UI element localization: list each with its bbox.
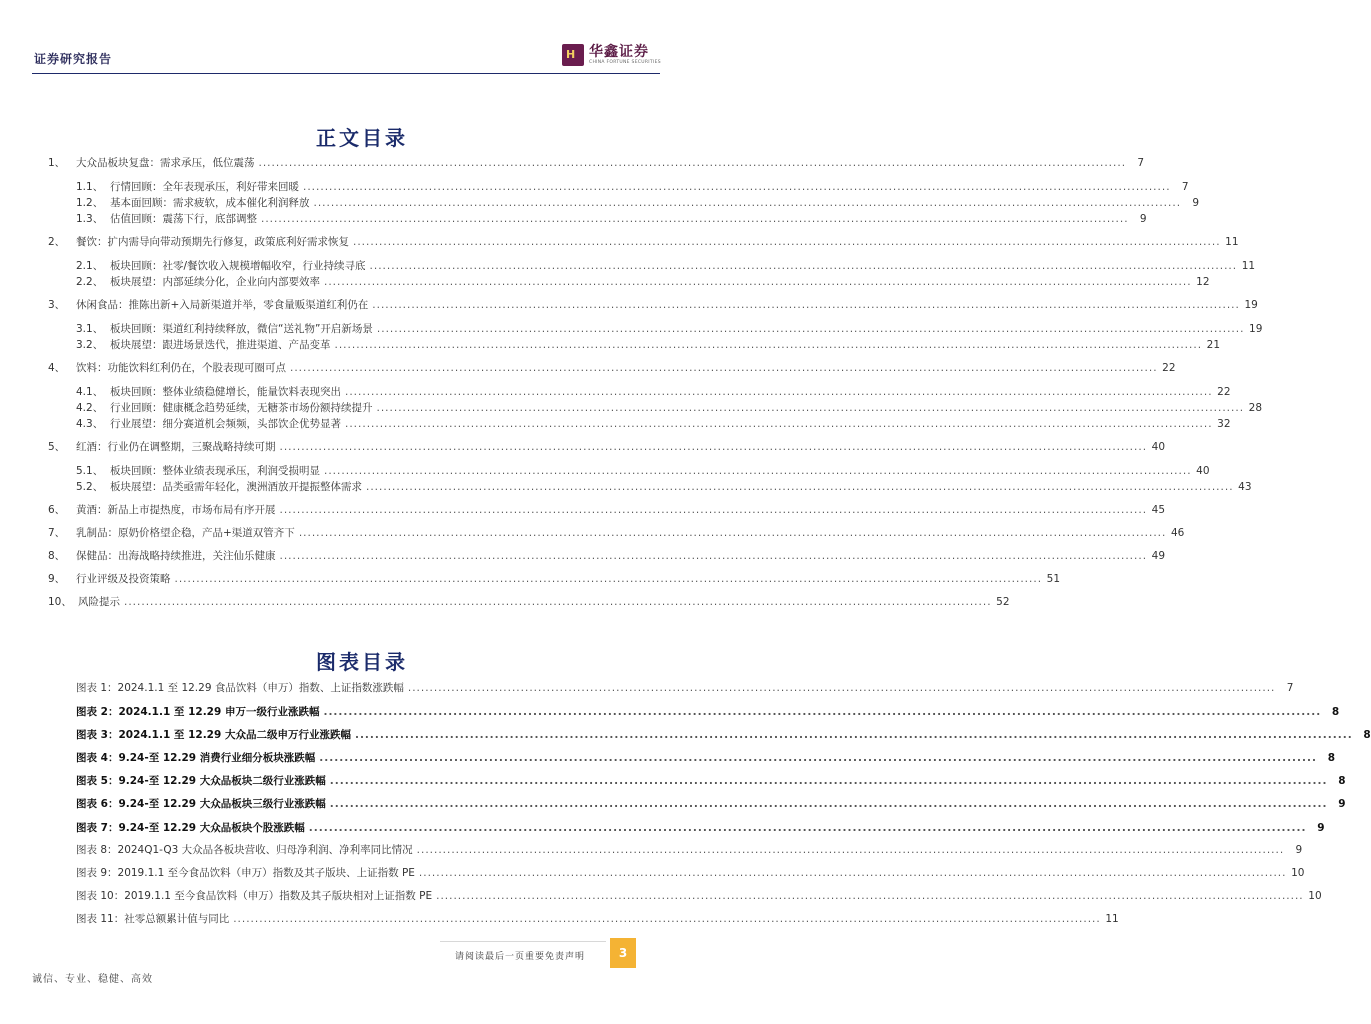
figure-leader-dots: ........................................................................................................................................................................................................: [354, 729, 1353, 741]
figure-item[interactable]: [76, 888, 1322, 904]
toc-item-text: 餐饮：扩内需导向带动预期先行修复，政策底利好需求恢复: [76, 236, 349, 248]
toc-leader-dots: ........................................................................................................................................................................................................: [369, 260, 1238, 272]
toc-leader-dots: ........................................................................................................................................................................................................: [124, 596, 992, 608]
toc-item-number: 1.2、: [76, 197, 104, 209]
toc-item-page: 7: [1137, 157, 1145, 169]
figure-leader-dots: ........................................................................................................................................................................................................: [418, 867, 1287, 879]
figure-item[interactable]: [76, 750, 1336, 766]
toc-leader-dots: ........................................................................................................................................................................................................: [258, 157, 1127, 169]
toc-item[interactable]: [48, 360, 1176, 376]
figure-item-text: 图表 3：2024.1.1 至 12.29 大众品二级申万行业涨跌幅: [76, 729, 351, 741]
toc-item[interactable]: [76, 384, 1231, 400]
header-divider: [32, 73, 660, 74]
figure-item-text: 图表 9：2019.1.1 至今食品饮料（申万）指数及其子版块、上证指数 PE: [76, 867, 415, 879]
toc-item-page: 22: [1162, 362, 1176, 374]
figure-item-text: 图表 1：2024.1.1 至 12.29 食品饮料（申万）指数、上证指数涨跌幅: [76, 682, 404, 694]
figure-item-page: 8: [1331, 706, 1340, 718]
toc-item[interactable]: [76, 463, 1210, 479]
figure-item-page: 11: [1105, 913, 1119, 925]
toc-item[interactable]: [48, 548, 1166, 564]
toc-leader-dots: ........................................................................................................................................................................................................: [353, 236, 1221, 248]
figure-item-text: 图表 8：2024Q1-Q3 大众品各板块营收、归母净利润、净利率同比情况: [76, 844, 413, 856]
figure-item-page: 8: [1327, 752, 1336, 764]
toc-leader-dots: ........................................................................................................................................................................................................: [334, 339, 1203, 351]
toc-item-text: 饮料：功能饮料红利仍在，个股表现可圈可点: [76, 362, 286, 374]
toc-item-number: 4.3、: [76, 418, 104, 430]
toc-item-page: 32: [1217, 418, 1231, 430]
toc-item-text: 行业展望：细分赛道机会频频，头部饮企优势显著: [110, 418, 341, 430]
toc-item[interactable]: [48, 594, 1010, 610]
toc-item-text: 板块展望：内部延续分化，企业向内部要效率: [110, 276, 320, 288]
toc-leader-dots: ........................................................................................................................................................................................................: [313, 197, 1182, 209]
figure-item[interactable]: [76, 773, 1346, 789]
toc-item-number: 3.2、: [76, 339, 104, 351]
figure-item-page: 10: [1291, 867, 1305, 879]
toc-leader-dots: ........................................................................................................................................................................................................: [324, 276, 1192, 288]
toc-item-page: 49: [1151, 550, 1166, 562]
figure-item[interactable]: [76, 727, 1371, 743]
toc-item-page: 19: [1249, 323, 1263, 335]
toc-item-text: 板块回顾：整体业绩稳健增长，能量饮料表现突出: [110, 386, 341, 398]
toc-item-text: 风险提示: [78, 596, 120, 608]
figure-item-text: 图表 5：9.24-至 12.29 大众品板块二级行业涨跌幅: [76, 775, 326, 787]
toc-item[interactable]: [48, 525, 1185, 541]
figure-item[interactable]: [76, 842, 1303, 858]
toc-item-text: 行业回顾：健康概念趋势延续，无糖茶市场份额持续提升: [110, 402, 373, 414]
toc-item[interactable]: [48, 297, 1258, 313]
toc-item[interactable]: [76, 179, 1189, 195]
toc-leader-dots: ........................................................................................................................................................................................................: [324, 465, 1192, 477]
toc-leader-dots: ........................................................................................................................................................................................................: [345, 386, 1213, 398]
toc-item-page: 9: [1139, 213, 1147, 225]
toc-leader-dots: ........................................................................................................................................................................................................: [372, 299, 1240, 311]
toc-item-page: 19: [1244, 299, 1258, 311]
toc-item-page: 12: [1196, 276, 1210, 288]
toc-item[interactable]: [48, 571, 1061, 587]
figure-item-page: 10: [1308, 890, 1322, 902]
figure-item-text: 图表 11：社零总额累计值与同比: [76, 913, 230, 925]
toc-item[interactable]: [76, 195, 1200, 211]
figure-item[interactable]: [76, 704, 1340, 720]
toc-item-page: 52: [996, 596, 1010, 608]
toc-item-page: 11: [1241, 260, 1256, 272]
figure-item[interactable]: [76, 680, 1294, 696]
logo-chinese-name: 华鑫证券: [589, 44, 649, 60]
toc-item-text: 板块回顾：整体业绩表现承压，利润受损明显: [110, 465, 320, 477]
toc-item-number: 7、: [48, 527, 66, 539]
toc-item[interactable]: [76, 416, 1231, 432]
logo-english-name: CHINA FORTUNE SECURITIES: [589, 60, 661, 65]
toc-item-number: 9、: [48, 573, 66, 585]
toc-item-number: 2、: [48, 236, 66, 248]
figure-item-text: 图表 6：9.24-至 12.29 大众品板块三级行业涨跌幅: [76, 798, 326, 810]
figure-leader-dots: ........................................................................................................................................................................................................: [308, 822, 1307, 834]
toc-leader-dots: ........................................................................................................................................................................................................: [261, 213, 1129, 225]
toc-item-number: 5、: [48, 441, 66, 453]
toc-leader-dots: ........................................................................................................................................................................................................: [279, 504, 1148, 516]
figure-item-text: 图表 2：2024.1.1 至 12.29 申万一级行业涨跌幅: [76, 706, 320, 718]
figure-item-page: 7: [1286, 682, 1294, 694]
figure-item-page: 9: [1317, 822, 1325, 834]
toc-item[interactable]: [76, 274, 1210, 290]
toc-item-text: 行情回顾：全年表现承压，利好带来回暖: [110, 181, 299, 193]
toc-item-number: 8、: [48, 550, 66, 562]
toc-item-page: 21: [1206, 339, 1221, 351]
toc-item-page: 7: [1181, 181, 1189, 193]
toc-item[interactable]: [48, 155, 1145, 171]
toc-item-number: 2.1、: [76, 260, 104, 272]
toc-item-text: 黄酒：新品上市提热度，市场布局有序开展: [76, 504, 276, 516]
toc-item[interactable]: [76, 337, 1221, 353]
toc-item-text: 板块回顾：渠道红利持续释放，微信“送礼物”开启新场景: [110, 323, 373, 335]
figure-leader-dots: ........................................................................................................................................................................................................: [329, 775, 1328, 787]
logo-mark-icon: H: [562, 44, 584, 66]
toc-item-number: 4.1、: [76, 386, 104, 398]
toc-item-text: 板块回顾：社零/餐饮收入规模增幅收窄，行业持续寻底: [110, 260, 366, 272]
toc-item-number: 5.2、: [76, 481, 104, 493]
figure-item[interactable]: [76, 865, 1305, 881]
figure-leader-dots: ........................................................................................................................................................................................................: [323, 706, 1322, 718]
figure-leader-dots: ........................................................................................................................................................................................................: [233, 913, 1101, 925]
toc-item-number: 4.2、: [76, 402, 104, 414]
toc-item[interactable]: [76, 479, 1252, 495]
company-logo: [562, 44, 661, 66]
toc-item-number: 3.1、: [76, 323, 104, 335]
toc-item-number: 2.2、: [76, 276, 104, 288]
toc-leader-dots: ........................................................................................................................................................................................................: [376, 323, 1245, 335]
toc-item-page: 43: [1238, 481, 1252, 493]
toc-item[interactable]: [76, 321, 1263, 337]
toc-leader-dots: ........................................................................................................................................................................................................: [376, 402, 1245, 414]
toc-leader-dots: ........................................................................................................................................................................................................: [279, 441, 1148, 453]
toc-item-text: 休闲食品：推陈出新+入局新渠道并举，零食量贩渠道红利仍在: [76, 299, 369, 311]
toc-item-page: 40: [1196, 465, 1210, 477]
toc-leader-dots: ........................................................................................................................................................................................................: [298, 527, 1167, 539]
toc-item-page: 51: [1046, 573, 1061, 585]
toc-item[interactable]: [76, 400, 1263, 416]
figure-leader-dots: ........................................................................................................................................................................................................: [407, 682, 1276, 694]
toc-item-text: 基本面回顾：需求疲软，成本催化利润释放: [110, 197, 310, 209]
toc-item-page: 28: [1248, 402, 1263, 414]
toc-item-number: 1.3、: [76, 213, 104, 225]
toc-item[interactable]: [48, 234, 1239, 250]
figures-title: 图表目录: [316, 650, 408, 674]
footer-disclaimer: 请阅读最后一页重要免责声明: [455, 952, 586, 962]
toc-item-number: 6、: [48, 504, 66, 516]
figure-item-text: 图表 4：9.24-至 12.29 消费行业细分板块涨跌幅: [76, 752, 316, 764]
toc-item-page: 22: [1217, 386, 1231, 398]
figure-item[interactable]: [76, 796, 1346, 812]
figure-item[interactable]: [76, 820, 1325, 836]
toc-leader-dots: ........................................................................................................................................................................................................: [290, 362, 1158, 374]
toc-leader-dots: ........................................................................................................................................................................................................: [366, 481, 1234, 493]
footer-slogan: 诚信、专业、稳健、高效: [32, 974, 153, 985]
toc-leader-dots: ........................................................................................................................................................................................................: [303, 181, 1171, 193]
toc-item-text: 行业评级及投资策略: [76, 573, 171, 585]
header-report-type: 证券研究报告: [34, 52, 113, 66]
toc-item[interactable]: [76, 258, 1256, 274]
toc-item-text: 乳制品：原奶价格望企稳，产品+渠道双管齐下: [76, 527, 295, 539]
toc-item-page: 9: [1192, 197, 1200, 209]
figure-leader-dots: ........................................................................................................................................................................................................: [436, 890, 1304, 902]
figure-leader-dots: ........................................................................................................................................................................................................: [329, 798, 1328, 810]
figure-item-page: 9: [1338, 798, 1346, 810]
toc-item-text: 估值回顾：震荡下行，底部调整: [110, 213, 257, 225]
toc-item-text: 大众品板块复盘：需求承压，低位震荡: [76, 157, 255, 169]
toc-leader-dots: ........................................................................................................................................................................................................: [279, 550, 1148, 562]
toc-item-page: 11: [1225, 236, 1239, 248]
toc-item-page: 46: [1170, 527, 1185, 539]
page-number: 3: [610, 938, 636, 968]
toc-item[interactable]: [48, 439, 1166, 455]
toc-leader-dots: ........................................................................................................................................................................................................: [345, 418, 1213, 430]
toc-item-text: 板块展望：跟进场景迭代，推进渠道、产品变革: [110, 339, 331, 351]
toc-item-number: 1.1、: [76, 181, 104, 193]
toc-item-number: 10、: [48, 596, 72, 608]
toc-item-page: 45: [1151, 504, 1166, 516]
figure-item-page: 9: [1295, 844, 1303, 856]
figure-item-text: 图表 10：2019.1.1 至今食品饮料（申万）指数及其子版块相对上证指数 PE: [76, 890, 433, 902]
figure-item[interactable]: [76, 911, 1119, 927]
figure-leader-dots: ........................................................................................................................................................................................................: [319, 752, 1318, 764]
toc-item-number: 5.1、: [76, 465, 104, 477]
toc-item[interactable]: [48, 502, 1166, 518]
toc-item-text: 保健品：出海战略持续推进，关注仙乐健康: [76, 550, 276, 562]
figure-item-text: 图表 7：9.24-至 12.29 大众品板块个股涨跌幅: [76, 822, 305, 834]
toc-leader-dots: ........................................................................................................................................................................................................: [174, 573, 1043, 585]
toc-item-number: 4、: [48, 362, 66, 374]
toc-item-text: 板块展望：品类亟需年轻化，澳洲酒放开提振整体需求: [110, 481, 362, 493]
figure-item-page: 8: [1338, 775, 1346, 787]
figure-item-page: 8: [1363, 729, 1371, 741]
toc-item-number: 1、: [48, 157, 66, 169]
toc-item-text: 红酒：行业仍在调整期，三聚战略持续可期: [76, 441, 276, 453]
toc-title: 正文目录: [316, 126, 408, 150]
toc-item[interactable]: [76, 211, 1147, 227]
figure-leader-dots: ........................................................................................................................................................................................................: [416, 844, 1285, 856]
toc-item-page: 40: [1151, 441, 1166, 453]
toc-item-number: 3、: [48, 299, 66, 311]
